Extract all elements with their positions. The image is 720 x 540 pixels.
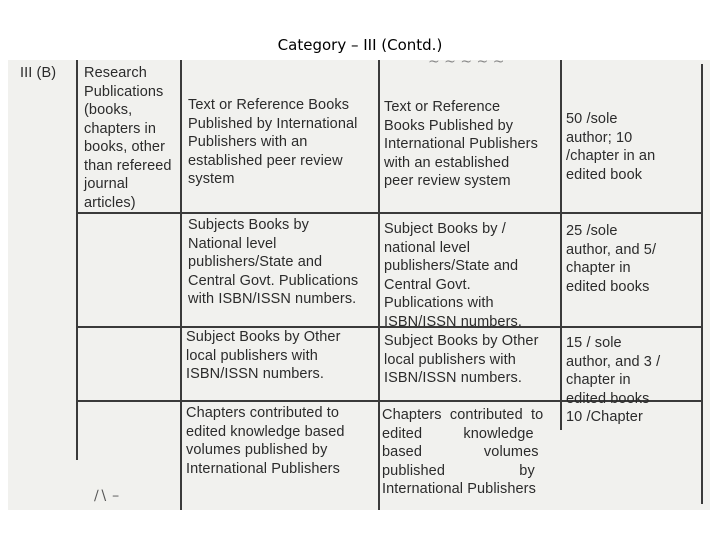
row-2-col-2: Subject Books by / national level publishers/State and Central Govt. Publications with ISBN/ISSN numbers. [384,221,522,330]
row-1-col-3: 50 /sole author; 10 /chapter in an edited book [566,111,656,183]
row-3-col-1: Subject Books by Other local publishers with ISBN/ISSN numbers. [186,329,341,382]
section-code: III (B) [20,65,57,81]
scan-mark-top: ~ ~ ~ ~ ~ [428,60,505,70]
row-4-col-2: Chapters contributed to edited knowledge based volumes published by International Publishers [382,407,544,497]
row-3-col-3: 15 / sole author, and 3 / chapter in edited books [566,335,661,407]
slide-title: Category – III (Contd.) [277,36,443,54]
category-label: Research Publications (books, chapters in books, other than refereed journal articles) [84,65,172,211]
scan-mark: ∕∖ – [94,488,120,504]
row-1-col-2: Text or Reference Books Published by International Publishers with an established peer review system [384,99,538,189]
row-3-col-2: Subject Books by Other local publishers with ISBN/ISSN numbers. [384,333,539,386]
table-vline-5 [701,64,703,504]
table-vline-2 [180,60,182,510]
table-vline-4 [560,60,562,430]
scanned-table-image [8,60,710,510]
row-4-col-1: Chapters contributed to edited knowledge based volumes published by International Publishers [186,405,345,477]
row-2-col-1: Subjects Books by National level publishers/State and Central Govt. Publications with ISBN/ISSN numbers. [188,217,359,307]
row-1-col-1: Text or Reference Books Published by International Publishers with an established peer review system [188,97,358,187]
table-hline-1 [78,212,702,214]
row-4-col-3: 10 /Chapter [566,409,643,425]
table-vline-3 [378,60,380,510]
row-2-col-3: 25 /sole author, and 5/ chapter in edited books [566,223,657,295]
